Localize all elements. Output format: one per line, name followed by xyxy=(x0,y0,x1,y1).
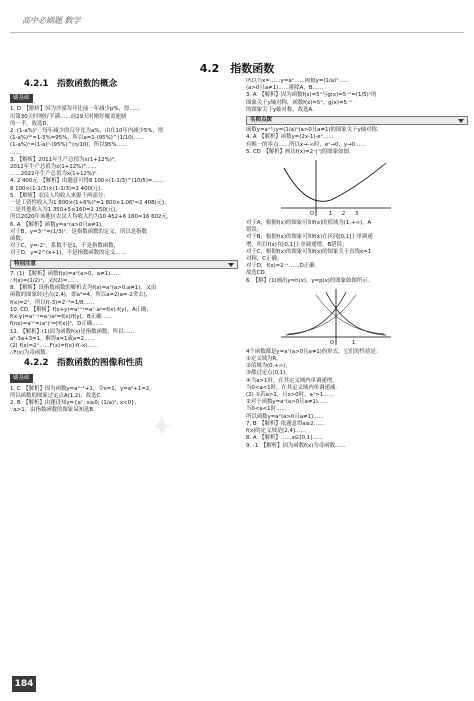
text-line: 图象关于y轴对称，函数f(x)=5ˣ，g(x)=5⁻ˣ xyxy=(246,99,353,106)
text-line: 2. (1-a%)ⁿ 每年减少的百分比为a%，由在10年内减少5%，得 xyxy=(10,128,164,135)
text-line: 对于D，f(x)=2⁻ˣ……D正确. xyxy=(246,263,317,270)
curve-a xyxy=(286,292,346,335)
text-line: 2. B 【解析】由题设知y={aˣ, x≥0; (1/a)ˣ, x<0}， xyxy=(10,400,140,407)
text-line: 3. 【解析】2011年生产总值为x(1+12%)²， xyxy=(10,156,120,163)
right-lines-1 xyxy=(246,78,468,114)
text-line: 对于D，y=2^(x+1)，不是指数函数的定义…… xyxy=(10,250,127,257)
text-line: ②值域为(0,+∞)； xyxy=(246,363,291,370)
graph-2-svg xyxy=(276,287,396,347)
tag-basic-2: 刷基础 xyxy=(10,374,33,383)
tip-box: 名师点拨 xyxy=(246,116,468,125)
running-title: 高中必刷题 数学 xyxy=(22,16,81,25)
text-line: 所以2020年该地区农民人均收入约为10 452+6 160≈16 602元. xyxy=(10,214,169,221)
text-line: (a>0且a≠1)……排除A，B…… xyxy=(246,85,324,92)
note-box: 特别注意 xyxy=(10,260,238,269)
text-line: 当0<a<1时，在其定义域内单调递减. xyxy=(246,384,337,391)
text-line: 6. 【解】(1)画出y=h(x)，y=p(x)的图象如图所示. xyxy=(246,277,370,284)
text-line: (2) f(x)=2ˣ……F(x)=f(x)-f(-x)…… xyxy=(10,342,99,349)
right-lines-4 xyxy=(246,349,468,450)
text-line: 所以函数的图象过定点A(1,2)，故选C. xyxy=(10,392,103,399)
curve xyxy=(284,163,386,201)
text-line: f(x)=2ˣ，所以f(-3)=2⁻³=1/8…… xyxy=(10,299,95,306)
text-line: 对于C，根据f(x)的图象可知f(x)的图象关于直线x=1 xyxy=(246,248,372,255)
text-line: f(x)的定义域是[2,4]…… xyxy=(246,428,306,435)
text-line: 函数的图象经过点(2,4)，即a²=4，所以a=2(a=-2舍去)， xyxy=(10,292,152,299)
text-line: 二是其他收入为1 350+5×160=2 150(元)， xyxy=(10,207,121,214)
text-line: 当0<a<1时…… xyxy=(246,406,287,413)
text-line: (1-a%)ⁿ=(1-a)ⁿ·(95%)^(n/10)，所以95%…… xyxy=(10,142,128,149)
text-line: 10. CD 【解析】f(x+y)=aˣ⁺ʸ=aˣ·aʸ=f(x)·f(y)，A正确； xyxy=(10,306,152,313)
text-line: (2) ①若a>1，且x>0时，aˣ>1…… xyxy=(246,392,334,399)
left-lines-1 xyxy=(10,106,238,257)
text-line: 的图象关于y轴对称，故选A. xyxy=(246,106,314,113)
text-line: 有唯一的零点……所以x→-∞时，eˣ→0，y→0…… xyxy=(246,141,366,148)
section-title: 4.2 指数函数 xyxy=(199,62,275,75)
text-line: 8. A 【解析】……x∈[0,1]…… xyxy=(246,435,324,442)
text-line: ∵a>1，由指数函数的图象易知选B. xyxy=(10,407,95,414)
text-line: 故选CD. xyxy=(246,270,267,277)
text-line: ∴f(x)=(1/2)ˣ，又f(2)=…… xyxy=(10,278,79,285)
text-line: ④当a>1时，在其定义域内单调递增， xyxy=(246,377,338,384)
text-line: 对称，C正确； xyxy=(246,256,283,263)
text-line: ③都过定点(0,1)， xyxy=(246,370,291,377)
text-line: 一是工资性收入为1 800×(1+6%)⁵=1 800×1.06⁵≈2 408(元)， xyxy=(10,200,170,207)
text-line: 所以当x=……y=aˣ……函数y=(1/a)ˣ…… xyxy=(246,78,350,84)
tick-1: 1 xyxy=(329,211,333,218)
text-line: 2012年生产总值为x(1+12%)³…… xyxy=(10,164,97,171)
text-line: 11. 【解析】(1)因为函数f(x)是指数函数，所以…… xyxy=(10,328,135,335)
curve-d xyxy=(316,295,384,334)
subsection-title: 4.2.1 指数函数的概念 xyxy=(24,79,118,89)
text-line: 对于A，根据f(x)的图象可知f(x)的值域为(1,+∞)，A xyxy=(246,220,372,227)
text-line: 的一半，故选D. xyxy=(10,120,49,127)
watermark: ✦ xyxy=(150,410,174,443)
tick-1-2: 1 xyxy=(352,339,356,346)
right-lines-3 xyxy=(246,220,468,285)
right-column xyxy=(246,78,468,660)
page-header xyxy=(10,10,464,33)
text-line: f(x-y)=aˣ⁻ʸ=aˣ/aʸ=f(x)/f(y)，B正确…… xyxy=(10,314,113,321)
text-line: 对于C，y=-2ˣ，系数不是1，不是指数函数， xyxy=(10,243,119,250)
text-line: 8 100×(1-1/3)×(1-1/3)=2 400(元). xyxy=(10,185,103,192)
text-line: 所以函数y=aˣ(a>0且a≠1)…… xyxy=(246,413,324,420)
curve-b xyxy=(326,292,386,335)
text-line: 增，所以f(x)在[0,1]上单调递增，B错误； xyxy=(246,241,348,248)
text-line: ……2022年生产总值为x(1+12%)ⁿ. xyxy=(10,171,99,178)
text-line: ②对于函数y=aˣ(a>0且a≠1)…… xyxy=(246,399,329,406)
text-line: 对于B，根据f(x)的图象可知f(x)在区间[0,1]上单调递 xyxy=(246,234,373,241)
text-line: 4个函数都是y=aˣ(a>0且a≠1)的形式，它们的性质是： xyxy=(246,348,382,355)
tick-3: 3 xyxy=(355,211,359,218)
text-line: ①定义域为R， xyxy=(246,356,282,363)
text-line: 8. 【解析】设指数函数的解析式为f(x)=aˣ(a>0,a≠1)，又由 xyxy=(10,285,157,292)
text-line: 7. (1) 【解析】函数f(x)=aˣ(a>0，a≠1)…… xyxy=(10,270,121,277)
origin-label-2: O xyxy=(330,339,334,346)
text-line: 错误； xyxy=(246,227,263,234)
text-line: (1-a%)¹⁰=1-5%=95%，所以a=1-(95%)^(1/10)…… xyxy=(10,135,145,142)
left-lines-2 xyxy=(10,271,238,357)
text-line: 4. A 【解析】函数y=(2x-1)·eˣ…… xyxy=(246,134,334,141)
text-line: ∴F(x)为奇函数. xyxy=(10,350,48,357)
text-line: 出第30天时刚好半满……前29天时刚好覆盖池塘 xyxy=(10,113,127,120)
text-line: 1. C 【解析】因为函数y=aˣ⁻¹+1，令x=1，y=a⁰+1=2， xyxy=(10,385,155,392)
text-line: 6. A 【解析】函数y=aˣ(a>0且a≠1)， xyxy=(10,221,107,228)
left-lines-3 xyxy=(10,386,238,415)
text-line: 函数y=aˣ与y=(1/a)ˣ(a>0且a≠1)的图象关于y轴对称. xyxy=(246,127,379,134)
text-line: f(nx)=aⁿˣ=(aˣ)ⁿ=[f(x)]ⁿ，D正确…… xyxy=(10,321,103,328)
graph-figure-2 xyxy=(276,287,468,347)
graph-figure-1 xyxy=(276,158,468,218)
text-line: 1. D 【解析】因为沙漠每年比前一年减少p%，得…… xyxy=(10,106,141,113)
right-lines-2 xyxy=(246,127,468,156)
page-number: 184 xyxy=(12,676,36,692)
tag-basic: 刷基础 xyxy=(10,94,33,103)
left-column xyxy=(10,78,238,660)
text-line: …… xyxy=(10,149,21,156)
text-line: 3. A 【解析】因为函数f(x)=5ˣ与g(x)=5⁻ˣ=(1/5)ˣ的 xyxy=(246,92,377,99)
tick-2: 2 xyxy=(342,211,346,218)
subsection-title-2: 4.2.2 指数函数的图像和性质 xyxy=(24,358,143,369)
text-line: 7. B 【解析】依题意得a≥2…… xyxy=(246,420,325,427)
text-line: 4. 2 400元 【解析】由题意可得8 100×(1-1/3)^(10/5)=…… xyxy=(10,178,164,185)
origin-label: O xyxy=(310,211,314,218)
text-line: 对于B，y=3⁻ˣ=(1/3)ˣ，是指数函数的定义，所以是指数 xyxy=(10,228,147,235)
curve-c xyxy=(288,295,356,334)
text-line: 9. -1 【解析】因为函数f(x)为奇函数…… xyxy=(246,442,346,449)
text-line: 5. 【解析】农民人均收入来源于两部分： xyxy=(10,192,109,199)
text-line: 5. CD 【解析】画出f(x)=2⁻|ˣ|的图象如图. xyxy=(246,148,351,155)
graph-1-svg xyxy=(276,158,396,218)
text-line: 函数； xyxy=(10,236,27,243)
text-line: a²-3a+3=1，解得a=1或a=2…… xyxy=(10,335,95,342)
